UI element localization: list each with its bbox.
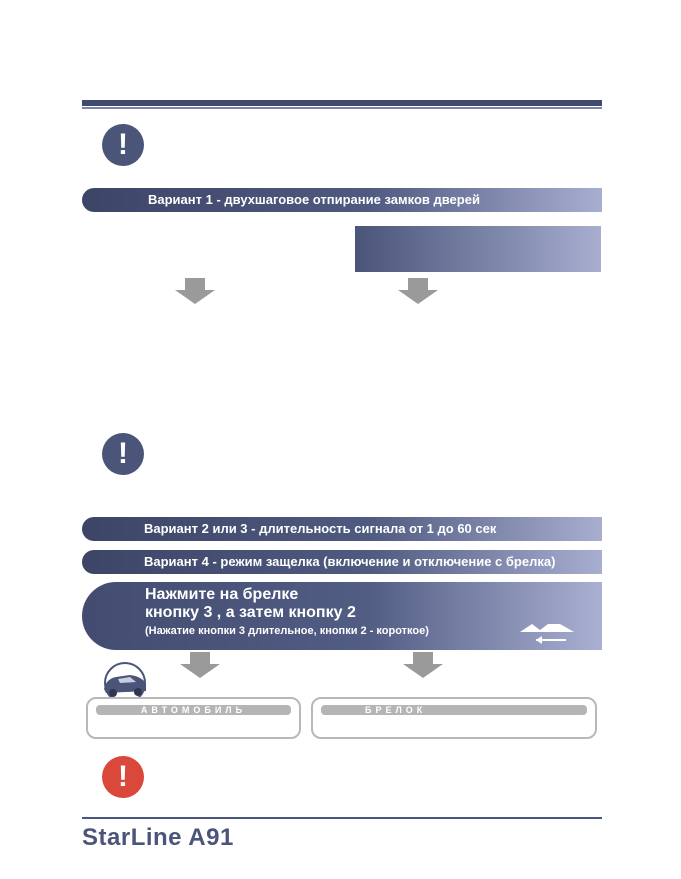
car-panel xyxy=(86,697,301,739)
footer-rule xyxy=(82,817,602,819)
variant-1-banner xyxy=(82,188,602,212)
remote-panel-label: БРЕЛОК xyxy=(321,705,587,715)
instruction-banner xyxy=(82,582,602,650)
variant-4-label: Вариант 4 - режим защелка (включение и отключение с брелка) xyxy=(144,554,556,569)
exclamation-circle-icon: ! xyxy=(102,756,144,798)
exclamation-circle-icon: ! xyxy=(102,124,144,166)
variant-4-banner xyxy=(82,550,602,574)
arrow-down-icon xyxy=(175,278,215,304)
gradient-box xyxy=(355,226,601,272)
instruction-line-2: кнопку 3 , а затем кнопку 2 xyxy=(145,604,356,621)
variant-2-3-label: Вариант 2 или 3 - длительность сигнала от 1 до 60 сек xyxy=(144,521,497,536)
variant-1-label: Вариант 1 - двухшаговое отпирание замков дверей xyxy=(148,192,480,207)
car-panel-label: АВТОМОБИЛЬ xyxy=(96,705,291,715)
instruction-line-1: Нажмите на брелке xyxy=(145,586,299,603)
exclamation-circle-icon: ! xyxy=(102,433,144,475)
instruction-note: (Нажатие кнопки 3 длительное, кнопки 2 - короткое) xyxy=(145,625,429,637)
arrow-down-icon xyxy=(180,652,220,678)
brand-logo: StarLine A91 xyxy=(82,824,234,851)
remote-panel xyxy=(311,697,597,739)
arrow-down-icon xyxy=(403,652,443,678)
variant-2-3-banner xyxy=(82,517,602,541)
top-rule xyxy=(82,100,602,109)
signal-wave-icon xyxy=(518,620,578,646)
arrow-down-icon xyxy=(398,278,438,304)
